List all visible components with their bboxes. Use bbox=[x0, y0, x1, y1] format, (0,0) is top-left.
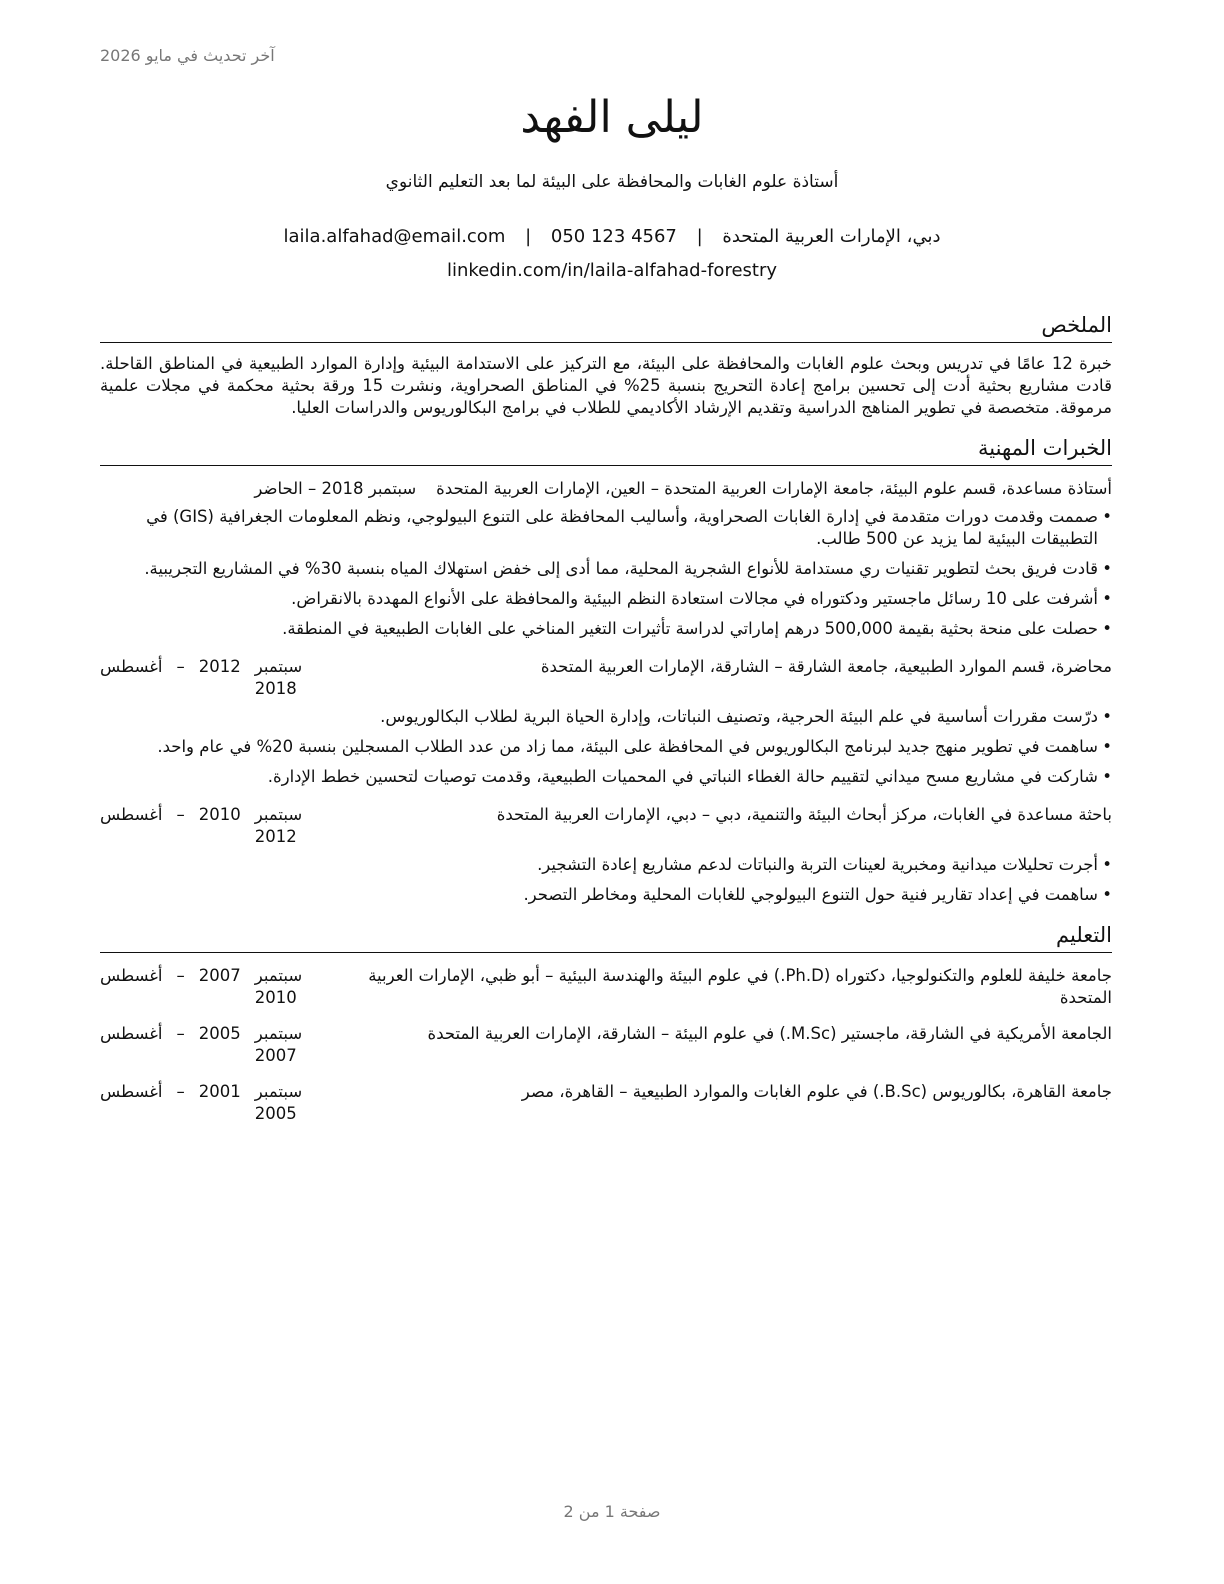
date-start-year: 2001 bbox=[198, 1082, 241, 1101]
person-name: ليلى الفهد bbox=[520, 92, 704, 143]
date-end-year: 2007 bbox=[254, 1046, 297, 1065]
resume-content bbox=[100, 310, 1112, 1125]
job-entry bbox=[100, 656, 1112, 788]
education-entry bbox=[100, 965, 1112, 1009]
date-end-month: أغسطس bbox=[100, 1082, 163, 1101]
last-updated: آخر تحديث في مايو 2026 bbox=[100, 46, 275, 65]
section-title-summary: الملخص bbox=[100, 310, 1112, 343]
education-entry bbox=[100, 1081, 1112, 1125]
email-link[interactable]: laila.alfahad@email.com bbox=[283, 226, 506, 247]
summary-section bbox=[100, 310, 1112, 419]
education-section bbox=[100, 920, 1112, 1125]
education-dates bbox=[100, 965, 334, 1009]
date-end-year: 2010 bbox=[254, 988, 297, 1007]
date-dash: – bbox=[176, 966, 185, 985]
list-item: • صممت وقدمت دورات متقدمة في إدارة الغابات الصحراوية، وأساليب المحافظة على التنوع البيولوجي، ونظم المعلومات الجغرافية (GIS) في التطبيقات البيئية لما يزيد عن 500 طالب. bbox=[100, 506, 1112, 550]
page-number: صفحة 1 من 2 bbox=[563, 1502, 661, 1521]
date-start-year: 2010 bbox=[198, 805, 241, 824]
job-org: محاضرة، قسم الموارد الطبيعية، جامعة الشارقة – الشارقة، الإمارات العربية المتحدة bbox=[540, 657, 1112, 676]
education-entry bbox=[100, 1023, 1112, 1067]
list-item: • أشرفت على 10 رسائل ماجستير ودكتوراه في مجالات استعادة النظم البيئية والمحافظة على الأنواع المهددة بالانقراض. bbox=[100, 588, 1112, 610]
summary-text: خبرة 12 عامًا في تدريس وبحث علوم الغابات والمحافظة على البيئة، مع التركيز على الاستدامة البيئية وإدارة الموارد الطبيعية في المناطق القاحلة. قادت مشاريع بحثية أدت إلى تحسين برامج إعادة التحريج بنسبة 25% في المناطق الصحراوية، ونشرت 15 ورقة بحثية محكمة في مجلات علمية مرموقة. متخصصة في تطوير المناهج الدراسية وتقديم الإرشاد الأكاديمي للطلاب في برامج البكالوريوس والدراسات العليا. bbox=[100, 354, 1112, 417]
date-start-month: سبتمبر bbox=[254, 966, 303, 985]
date-end-month: أغسطس bbox=[100, 657, 163, 676]
linkedin-link[interactable]: linkedin.com/in/laila-alfahad-forestry bbox=[446, 260, 778, 281]
job-header bbox=[100, 804, 1112, 848]
date-end-month: أغسطس bbox=[100, 805, 163, 824]
job-bullets bbox=[100, 854, 1112, 906]
education-dates bbox=[100, 1023, 334, 1067]
phone-number: 050 123 4567 bbox=[550, 226, 677, 247]
list-item: • ساهمت في تطوير منهج جديد لبرنامج البكالوريوس في المحافظة على البيئة، مما زاد من عدد الطلاب المسجلين بنسبة 20% في عام واحد. bbox=[100, 736, 1112, 758]
job-title: أستاذة علوم الغابات والمحافظة على البيئة لما بعد التعليم الثانوي bbox=[385, 172, 839, 192]
date-end-year: 2005 bbox=[254, 1104, 297, 1123]
education-org: الجامعة الأمريكية في الشارقة، ماجستير (M.Sc.) في علوم البيئة – الشارقة، الإمارات العربية المتحدة bbox=[427, 1024, 1112, 1043]
date-end-year: 2018 bbox=[254, 679, 297, 698]
section-title-experience: الخبرات المهنية bbox=[100, 433, 1112, 466]
job-dates bbox=[100, 804, 334, 848]
job-org: باحثة مساعدة في الغابات، مركز أبحاث البيئة والتنمية، دبي – دبي، الإمارات العربية المتحدة bbox=[496, 805, 1112, 824]
date-start-year: 2012 bbox=[198, 657, 241, 676]
list-item: • ساهمت في إعداد تقارير فنية حول التنوع البيولوجي للغابات المحلية ومخاطر التصحر. bbox=[100, 884, 1112, 906]
education-org: جامعة خليفة للعلوم والتكنولوجيا، دكتوراه (Ph.D.) في علوم البيئة والهندسة البيئية – أبو ظبي، الإمارات العربية المتحدة bbox=[368, 966, 1112, 1007]
date-dash: – bbox=[176, 1024, 185, 1043]
job-entry bbox=[100, 478, 1112, 640]
job-entry bbox=[100, 804, 1112, 906]
job-header bbox=[100, 656, 1112, 700]
contact-info bbox=[0, 224, 1224, 284]
job-bullets bbox=[100, 706, 1112, 788]
date-start-month: سبتمبر bbox=[254, 657, 303, 676]
separator: | bbox=[696, 226, 703, 247]
date-end-year: 2012 bbox=[254, 827, 297, 846]
separator: | bbox=[525, 226, 532, 247]
education-dates bbox=[100, 1081, 334, 1125]
job-bullets bbox=[100, 506, 1112, 640]
education-org: جامعة القاهرة، بكالوريوس (B.Sc.) في علوم الغابات والموارد الطبيعية – القاهرة، مصر bbox=[521, 1082, 1112, 1101]
job-dates: سبتمبر 2018 – الحاضر bbox=[254, 479, 417, 498]
job-org: أستاذة مساعدة، قسم علوم البيئة، جامعة الإمارات العربية المتحدة – العين، الإمارات العربية المتحدة bbox=[436, 479, 1112, 498]
location: دبي، الإمارات العربية المتحدة bbox=[722, 226, 941, 247]
date-start-month: سبتمبر bbox=[254, 1024, 303, 1043]
list-item: • درّست مقررات أساسية في علم البيئة الحرجية، وتصنيف النباتات، وإدارة الحياة البرية لطلاب البكالوريوس. bbox=[100, 706, 1112, 728]
date-start-year: 2007 bbox=[198, 966, 241, 985]
list-item: • أجرت تحليلات ميدانية ومخبرية لعينات التربة والنباتات لدعم مشاريع إعادة التشجير. bbox=[100, 854, 1112, 876]
list-item: • شاركت في مشاريع مسح ميداني لتقييم حالة الغطاء النباتي في المحميات الطبيعية، وقدمت توصيات لتحسين خطط الإدارة. bbox=[100, 766, 1112, 788]
date-end-month: أغسطس bbox=[100, 1024, 163, 1043]
experience-section bbox=[100, 433, 1112, 906]
date-dash: – bbox=[176, 657, 185, 676]
date-start-year: 2005 bbox=[198, 1024, 241, 1043]
section-title-education: التعليم bbox=[100, 920, 1112, 953]
date-start-month: سبتمبر bbox=[254, 805, 303, 824]
list-item: • قادت فريق بحث لتطوير تقنيات ري مستدامة للأنواع الشجرية المحلية، مما أدى إلى خفض استهلاك المياه بنسبة 30% في المشاريع التجريبية. bbox=[100, 558, 1112, 580]
date-dash: – bbox=[176, 805, 185, 824]
date-end-month: أغسطس bbox=[100, 966, 163, 985]
date-dash: – bbox=[176, 1082, 185, 1101]
date-start-month: سبتمبر bbox=[254, 1082, 303, 1101]
job-header bbox=[100, 478, 1112, 500]
list-item: • حصلت على منحة بحثية بقيمة 500,000 درهم إماراتي لدراسة تأثيرات التغير المناخي على الغابات الطبيعية في المنطقة. bbox=[100, 618, 1112, 640]
job-dates bbox=[100, 656, 334, 700]
